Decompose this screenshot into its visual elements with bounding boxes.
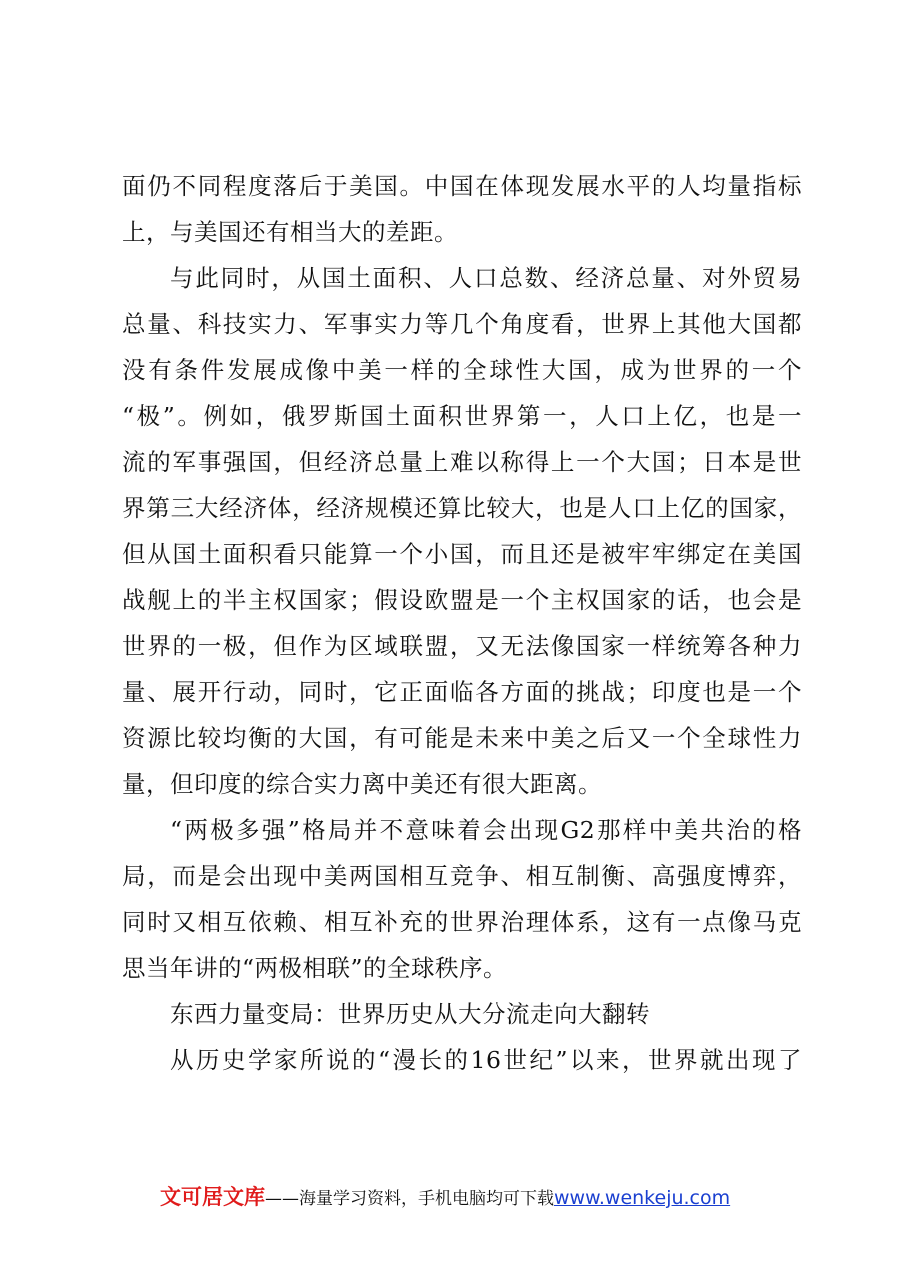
text-line: 流的军事强国，但经济总量上难以称得上一个大国；日本是世 [122, 448, 802, 476]
text-line: 界第三大经济体，经济规模还算比较大，也是人口上亿的国家， [122, 494, 802, 522]
text-line: 战舰上的半主权国家；假设欧盟是一个主权国家的话，也会是 [122, 586, 802, 614]
footer-tagline: ——海量学习资料，手机电脑均可下载 [265, 1189, 554, 1209]
text-line: 思当年讲的“两极相联”的全球秩序。 [122, 954, 508, 982]
text-line: “两极多强”格局并不意味着会出现G2那样中美共治的格 [170, 816, 802, 844]
text-line: 世界的一极，但作为区域联盟，又无法像国家一样统筹各种力 [122, 632, 802, 660]
footer [160, 1180, 730, 1214]
text-line: 但从国土面积看只能算一个小国，而且还是被牢牢绑定在美国 [122, 540, 802, 568]
text-line: 局，而是会出现中美两国相互竞争、相互制衡、高强度博弈， [122, 862, 802, 890]
text-line: 与此同时，从国土面积、人口总数、经济总量、对外贸易 [170, 264, 802, 292]
body-text [122, 163, 802, 1083]
text-line: 总量、科技实力、军事实力等几个角度看，世界上其他大国都 [122, 310, 802, 338]
text-line: 量、展开行动，同时，它正面临各方面的挑战；印度也是一个 [122, 678, 802, 706]
text-line: 从历史学家所说的“漫长的16世纪”以来，世界就出现了 [170, 1046, 802, 1074]
footer-link[interactable]: www.wenkeju.com [554, 1187, 731, 1209]
text-line: 没有条件发展成像中美一样的全球性大国，成为世界的一个 [122, 356, 802, 384]
text-line: 上，与美国还有相当大的差距。 [122, 218, 458, 246]
text-line: “极”。例如，俄罗斯国土面积世界第一，人口上亿，也是一 [122, 402, 802, 430]
footer-brand: 文可居文库 [160, 1185, 265, 1209]
text-line: 资源比较均衡的大国，有可能是未来中美之后又一个全球性力 [122, 724, 802, 752]
text-line: 量，但印度的综合实力离中美还有很大距离。 [122, 770, 602, 798]
section-heading: 东西力量变局：世界历史从大分流走向大翻转 [170, 1000, 650, 1028]
text-line: 面仍不同程度落后于美国。中国在体现发展水平的人均量指标 [122, 172, 802, 200]
text-line: 同时又相互依赖、相互补充的世界治理体系，这有一点像马克 [122, 908, 802, 936]
